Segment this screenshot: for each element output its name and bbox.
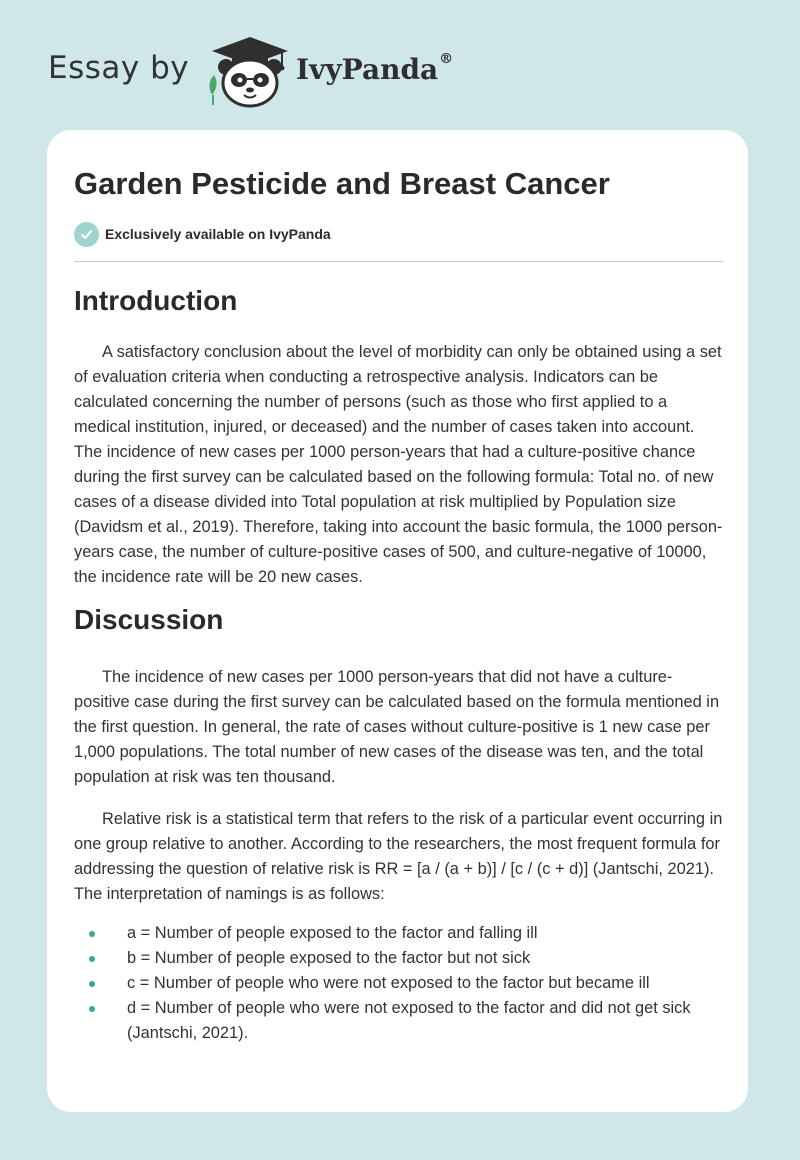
section-heading: Introduction (74, 285, 238, 316)
bullet-dot (89, 1006, 95, 1012)
list-item: c = Number of people who were not exposed to the factor but became ill (74, 971, 726, 996)
definitions-list (74, 921, 726, 1046)
paragraph: A satisfactory conclusion about the level of morbidity can only be obtained using a set of evaluation criteria when conducting a retrospective analysis. Indicators can be calculated concerning the number of persons (such as those who first applied to a medical institution, injured, or deceased) and the number of cases taken into account. The incidence of new cases per 1000 person-years that had a culture-positive chance during the first survey can be calculated based on the following formula: Total no. of new cases of a disease divided into Total population at risk multiplied by Population size (Davidsm et al., 2019). Therefore, taking into account the basic formula, the 1000 person-years case, the number of culture-positive cases of 500, and culture-negative of 10000, the incidence rate will be 20 new cases. (74, 343, 723, 586)
essay-card (47, 130, 748, 1112)
bullet-dot (89, 956, 95, 962)
bullet-dot (89, 981, 95, 987)
essay-by-label: Essay by (48, 50, 190, 86)
list-item: d = Number of people who were not exposed to the factor and did not get sick (Jantschi, 2021). (74, 996, 726, 1046)
bullet-dot (89, 931, 95, 937)
badge-label: Exclusively available on IvyPanda (105, 226, 331, 242)
paragraph: Relative risk is a statistical term that refers to the risk of a particular event occurring in one group relative to another. According to the researchers, the most frequent formula for addressing the question of relative risk is RR = [a / (a + b)] / [c / (c + d)] (Jantschi, 2021). The interpretation of namings is as follows: (74, 810, 723, 903)
brand-name[interactable]: IvyPanda® (296, 51, 454, 86)
exclusive-badge (74, 221, 331, 247)
site-header (0, 0, 800, 130)
paragraph: The incidence of new cases per 1000 person-years that did not have a culture-positive case during the first survey can be calculated based on the formula mentioned in the first question. In general, the rate of cases without culture-positive is 1 new case per 1,000 populations. The total number of new cases of the disease was ten, and the total population at risk was ten thousand. (74, 668, 720, 786)
panda-graduate-icon[interactable] (202, 33, 298, 109)
list-item: b = Number of people exposed to the factor but not sick (74, 946, 726, 971)
section-heading: Discussion (74, 604, 224, 635)
page-title: Garden Pesticide and Breast Cancer (74, 166, 610, 201)
registered-mark: ® (439, 51, 454, 67)
article-body (74, 284, 726, 1046)
list-item: a = Number of people exposed to the factor and falling ill (74, 921, 726, 946)
check-icon (74, 222, 99, 247)
divider (74, 261, 723, 262)
